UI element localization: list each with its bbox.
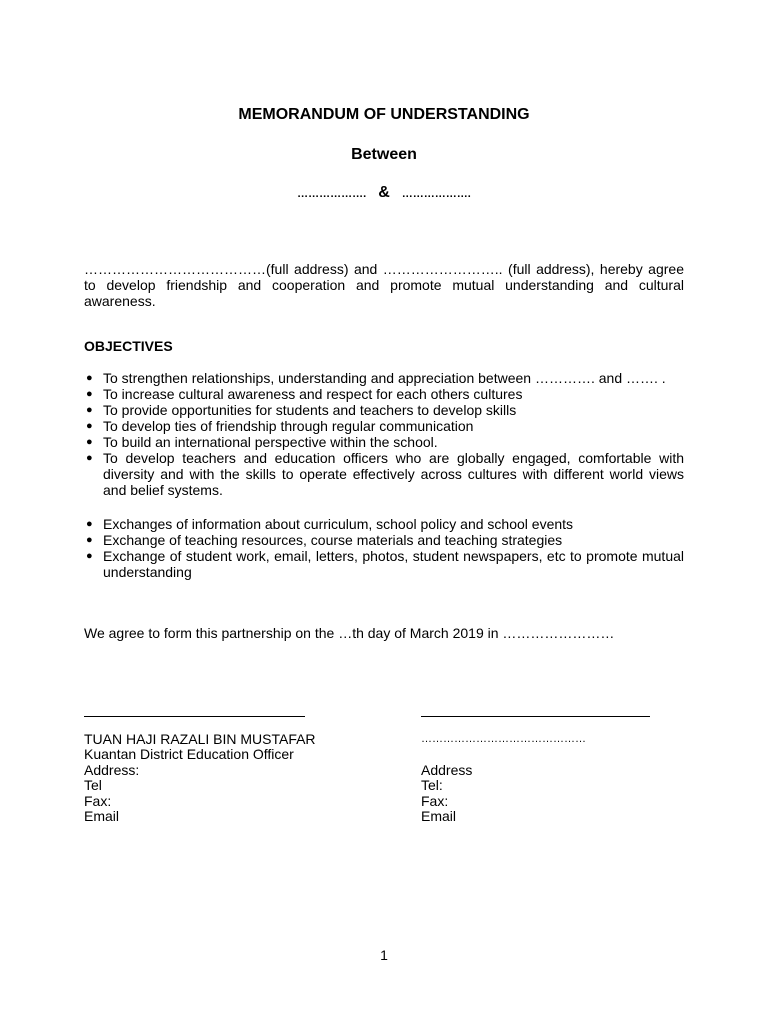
list-item xyxy=(84,402,684,418)
signatory-right-tel-label: Tel: xyxy=(421,777,443,794)
bullet-icon: ● xyxy=(86,404,93,416)
list-item xyxy=(84,418,684,434)
signatory-right-email-label: Email xyxy=(421,807,457,824)
objectives-list xyxy=(84,370,684,498)
signatory-left-address-label: Address: xyxy=(84,761,140,778)
signature-line-left xyxy=(84,716,305,717)
list-item-text: To build an international perspective within the school. xyxy=(103,434,438,450)
signatory-right-address-label: Address xyxy=(421,761,473,778)
list-item xyxy=(84,434,684,450)
signatory-right-spacer xyxy=(421,747,586,762)
parties-line xyxy=(0,183,768,204)
signatory-left-name: TUAN HAJI RAZALI BIN MUSTAFAR xyxy=(84,731,316,747)
exchanges-list xyxy=(84,516,684,580)
objectives-heading: OBJECTIVES xyxy=(84,338,173,354)
bullet-icon: ● xyxy=(86,452,93,464)
list-item xyxy=(84,370,684,386)
ampersand: & xyxy=(378,184,390,201)
bullet-icon: ● xyxy=(86,420,93,432)
list-item-text: To provide opportunities for students and teachers to develop skills xyxy=(103,402,517,418)
list-item xyxy=(84,450,684,498)
list-item-text: To develop teachers and education officers who are globally engaged, comfortable with diversity and with the skills to operate effectively across cultures with different world views and belief systems. xyxy=(103,450,684,498)
list-item-text: Exchange of teaching resources, course materials and teaching strategies xyxy=(103,532,563,548)
list-item xyxy=(84,516,684,532)
intro-paragraph: …………………………………(full address) and …………………….. (full address), hereby agree to develop friendship and cooperation and promote mutual understanding and cultural awareness. xyxy=(84,261,684,309)
page-number: 1 xyxy=(380,947,388,963)
signatory-left-email-label: Email xyxy=(84,807,120,824)
bullet-icon: ● xyxy=(86,518,93,530)
agreement-statement: We agree to form this partnership on the …th day of March 2019 in …………………… xyxy=(84,625,615,641)
party-right-placeholder: ………………. xyxy=(401,188,471,200)
signatory-left-block xyxy=(84,732,316,824)
signatory-left-position: Kuantan District Education Officer xyxy=(84,746,294,763)
bullet-icon: ● xyxy=(86,388,93,400)
list-item-text: To increase cultural awareness and respect for each others cultures xyxy=(103,386,523,402)
party-left-placeholder: ………………. xyxy=(297,188,367,200)
bullet-icon: ● xyxy=(86,372,93,384)
bullet-icon: ● xyxy=(86,550,93,562)
list-item-text: To strengthen relationships, understanding and appreciation between …………. and ……. . xyxy=(103,370,666,386)
list-item-text: Exchanges of information about curriculum, school policy and school events xyxy=(103,516,574,532)
bullet-icon: ● xyxy=(86,534,93,546)
signatory-right-name: ……………………………………… xyxy=(421,733,586,745)
document-title: MEMORANDUM OF UNDERSTANDING xyxy=(238,106,530,123)
list-item-text: To develop ties of friendship through regular communication xyxy=(103,418,474,434)
signatory-left-fax-label: Fax: xyxy=(84,792,112,809)
bullet-icon: ● xyxy=(86,436,93,448)
list-item xyxy=(84,532,684,548)
signature-line-right xyxy=(421,716,650,717)
list-item-text: Exchange of student work, email, letters, photos, student newspapers, etc to promote mutual understanding xyxy=(103,548,684,580)
signatory-right-block xyxy=(421,732,586,824)
signatory-left-tel-label: Tel xyxy=(84,777,102,794)
signatory-right-fax-label: Fax: xyxy=(421,792,449,809)
list-item xyxy=(84,548,684,580)
between-heading: Between xyxy=(351,146,417,163)
list-item xyxy=(84,386,684,402)
